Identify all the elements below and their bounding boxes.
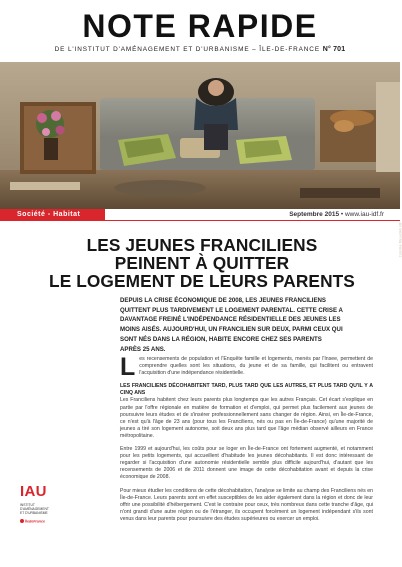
category-bar — [0, 209, 400, 221]
headline-line-2: PEINENT À QUITTER — [114, 253, 290, 273]
intro-text: es recensements de population et l'Enquête famille et logements, menés par l'Insee, permettent de comprendre quelles sont les situations, du jeune et de sa famille, qui facilitent ou entravent l'acquisition d'une indépendance résidentielle. — [139, 356, 373, 377]
iau-logo — [20, 484, 60, 524]
publication-title: NOTE RAPIDE — [82, 8, 318, 44]
publication-subtitle — [18, 46, 382, 53]
photo-credit: Caroline Rieux/IAU îdF — [398, 222, 402, 258]
cover-photo-illustration — [0, 62, 400, 209]
region-dot-icon — [20, 519, 24, 523]
masthead — [0, 0, 400, 62]
section-subhead: LES FRANCILIENS DÉCOHABITENT TARD, PLUS TARD QUE LES AUTRES, ET PLUS TARD QU'IL Y A CINQ ANS — [120, 383, 373, 397]
issue-meta — [289, 211, 384, 218]
region-logo — [20, 519, 60, 524]
intro-paragraph — [120, 353, 373, 381]
website-link[interactable]: www.iau-idf.fr — [344, 211, 384, 218]
logo-org-name — [20, 503, 60, 515]
logo-org-line-1: INSTITUT — [20, 503, 35, 507]
logo-org-line-3: ET D'URBANISME — [20, 511, 48, 515]
category-rule — [105, 220, 400, 221]
meta-separator: • — [340, 211, 345, 218]
article-body — [120, 353, 373, 529]
article-lede: DEPUIS LA CRISE ÉCONOMIQUE DE 2008, LES JEUNES FRANCILIENS QUITTENT PLUS TARDIVEMENT LE LOGEMENT PARENTAL. CETTE CRISE A DAVANTAGE FREINÉ L'INDÉPENDANCE RÉSIDENTIELLE DES JEUNES LES MOINS AISÉS. AUJOURD'HUI, UN FRANCILIEN SUR DEUX, PARMI CEUX QUI SONT NÉS DANS LA RÉGION, HABITE ENCORE CHEZ SES PARENTS APRÈS 25 ANS. — [120, 297, 343, 353]
body-paragraph-1: Les Franciliens habitent chez leurs parents plus longtemps que les autres Français. Cet écart s'explique en partie par l'offre régionale en matière de formation et d'emploi, qui permet plus facilement aux jeunes de poursuivre leurs études et de s'insérer professionnellement sans changer de région. Ainsi, en Île-de-France, ce n'est qu'à l'âge de 23 ans (pour tous les Franciliens, nés ou pas en Île-de-France) qu'une majorité de jeunes a tiré son logement autonome, soit deux ans plus tard que l'âge médian observé ailleurs en France métropolitaine. — [120, 397, 373, 439]
headline-line-1: LES JEUNES FRANCILIENS — [86, 235, 318, 255]
category-label: Société - Habitat — [17, 211, 81, 218]
body-paragraph-2: Entre 1999 et aujourd'hui, les coûts pour se loger en Île-de-France ont fortement augmenté, et notamment pour les petits logements, qui accueillent d'habitude les jeunes décohabitants. Il est donc intéressant de regarder si l'acquisition d'une autonomie résidentielle semble plus difficile aujourd'hui, d'autant que les recensements de 2006 et de 2011 donnent une image de cette décohabitation avant et depuis la crise économique de 2008. — [120, 446, 373, 481]
logo-mark: IAU — [20, 483, 47, 500]
issue-number: N° 701 — [322, 46, 346, 53]
headline-line-3: LE LOGEMENT DE LEURS PARENTS — [49, 271, 355, 291]
issue-date: Septembre 2015 — [289, 211, 340, 218]
drop-cap: L — [120, 353, 136, 381]
region-name: ÎledeFrance — [25, 519, 45, 524]
publisher-line: DE L'INSTITUT D'AMÉNAGEMENT ET D'URBANISME – ÎLE-DE-FRANCE — [54, 46, 320, 53]
article-headline — [24, 236, 380, 290]
category-tag — [0, 209, 105, 221]
logo-org-line-2: D'AMÉNAGEMENT — [20, 507, 49, 511]
body-paragraph-3: Pour mieux étudier les conditions de cette décohabitation, l'analyse se limite au champ des Franciliens nés en Île-de-France. Leurs parents sont en effet susceptibles de les aider également dans la région et donc de leur offrir une possibilité d'hébergement. C'est le contraire pour ceux, très nombreux dans cette tranche d'âge, qui n'ont grandi d'une autre région ou de l'étranger, ils occupent forcément un logement indépendant s'ils sont venus dans leur parents pour poursuivre des études supérieures ou exercer un emploi. — [120, 487, 373, 522]
